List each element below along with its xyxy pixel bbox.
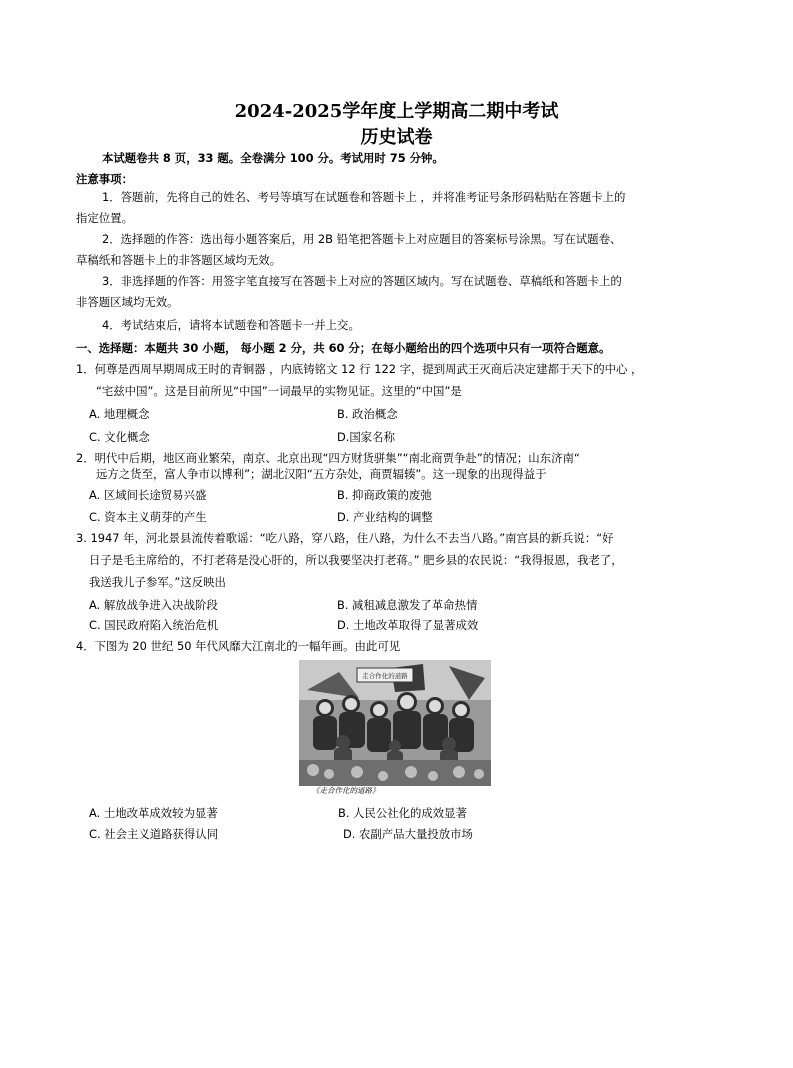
question-1-line-1: 1．何尊是西周早期周成王时的青铜器 ，内底铸铭文 12 行 122 字，提到周武王灭商后决定建都于天下的中心 ， <box>76 362 643 376</box>
question-2-option-c: C. 资本主义萌芽的产生 <box>89 510 207 524</box>
question-4-option-c: C. 社会主义道路获得认同 <box>89 827 219 841</box>
question-3-line-3: 我送我儿子参军。”这反映出 <box>89 575 226 589</box>
section-1-heading: 一、选择题：本题共 30 小题， 每小题 2 分，共 60 分；在每小题给出的四个选项中只有一项符合题意。 <box>76 341 611 355</box>
exam-info: 本试题卷共 8 页，33 题。全卷满分 100 分。考试用时 75 分钟。 <box>102 151 444 165</box>
note-3-line-1: 3．非选择题的作答：用签字笔直接写在答题卡上对应的答题区域内。写在试题卷、草稿纸和答题卡上的 <box>102 274 622 288</box>
note-1-line-1: 1．答题前，先将自己的姓名、考号等填写在试题卷和答题卡上 ，并将准考证号条形码粘贴在答题卡上的 <box>102 190 626 204</box>
painting-illustration <box>299 660 491 786</box>
question-1-option-a: A. 地理概念 <box>89 407 150 421</box>
question-2-line-2: 远方之货至，富人争市以博利”；湖北汉阳“五方杂处，商贾辐辏”。这一现象的出现得益于 <box>96 467 547 481</box>
note-4: 4．考试结束后，请将本试题卷和答题卡一并上交。 <box>102 318 360 332</box>
question-4-option-d: D. 农副产品大量投放市场 <box>343 827 473 841</box>
painting-caption: 《走合作化的道路》 <box>312 786 380 795</box>
note-2-line-2: 草稿纸和答题卡上的非答题区域均无效。 <box>76 253 282 267</box>
exam-subtitle: 历史试卷 <box>360 127 433 148</box>
question-1-line-2: “宅兹中国”。这是目前所见“中国”一词最早的实物见证。这里的“中国”是 <box>96 384 462 398</box>
question-1-option-d: D.国家名称 <box>337 430 395 444</box>
new-year-painting-image <box>299 660 491 786</box>
note-3-line-2: 非答题区域均无效。 <box>76 295 179 309</box>
question-4-option-a: A. 土地改革成效较为显著 <box>89 806 218 820</box>
question-2-line-1: 2．明代中后期，地区商业繁荣，南京、北京出现“四方财货骈集”“南北商贾争赴”的情况；山东济南“ <box>76 451 580 465</box>
question-2-option-b: B. 抑商政策的废弛 <box>337 488 432 502</box>
question-4-option-b: B. 人民公社化的成效显著 <box>338 806 467 820</box>
question-1-option-b: B. 政治概念 <box>337 407 398 421</box>
question-3-option-d: D. 土地改革取得了显著成效 <box>337 618 479 632</box>
note-2-line-1: 2．选择题的作答：选出每小题答案后，用 2B 铅笔把答题卡上对应题目的答案标号涂黑。写在试题卷、 <box>102 232 622 246</box>
question-3-line-2: 日子是毛主席给的，不打老蒋是没心肝的，所以我要坚决打老蒋。” 肥乡县的农民说：“我得报恩，我老了， <box>89 553 623 567</box>
note-1-line-2: 指定位置。 <box>76 211 133 225</box>
notes-heading: 注意事项： <box>76 172 133 186</box>
question-2-option-d: D. 产业结构的调整 <box>337 510 433 524</box>
exam-title: 2024-2025学年度上学期高二期中考试 <box>234 101 559 122</box>
question-4-line-1: 4．下图为 20 世纪 50 年代风靡大江南北的一幅年画。由此可见 <box>76 639 401 653</box>
painting-banner-text: 走合作化的道路 <box>362 672 408 680</box>
question-3-option-c: C. 国民政府陷入统治危机 <box>89 618 219 632</box>
question-3-option-a: A. 解放战争进入决战阶段 <box>89 598 218 612</box>
question-1-option-c: C. 文化概念 <box>89 430 150 444</box>
question-3-line-1: 3. 1947 年，河北景县流传着歌谣：“吃八路，穿八路，住八路，为什么不去当八路。”南宫县的新兵说：“好 <box>76 531 614 545</box>
question-2-option-a: A. 区域间长途贸易兴盛 <box>89 488 207 502</box>
question-3-option-b: B. 减租减息激发了革命热情 <box>337 598 478 612</box>
